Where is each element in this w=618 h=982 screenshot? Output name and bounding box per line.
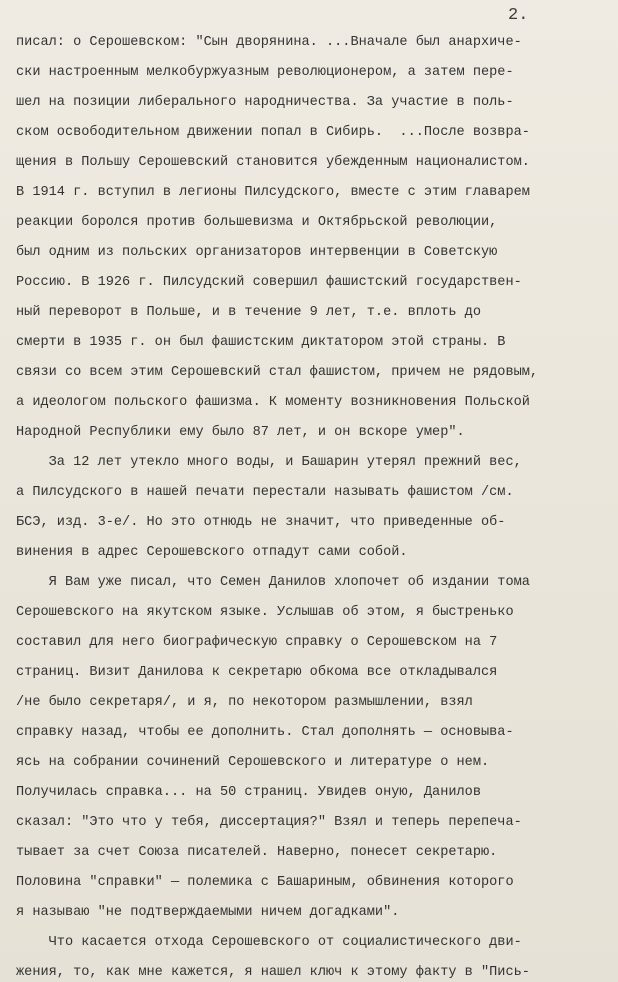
text-line: составил для него биографическую справку о Серошевском на 7 <box>16 635 498 650</box>
text-line: Серошевского на якутском языке. Услышав об этом, я быстренько <box>16 605 514 620</box>
text-line: справку назад, чтобы ее дополнить. Стал дополнять — основыва- <box>16 725 514 740</box>
text-line: а Пилсудского в нашей печати перестали называть фашистом /см. <box>16 485 514 500</box>
text-line: ный переворот в Польше, и в течение 9 лет, т.е. вплоть до <box>16 305 481 320</box>
text-line: сказал: "Это что у тебя, диссертация?" Взял и теперь перепеча- <box>16 815 522 830</box>
text-line: Половина "справки" — полемика с Башариным, обвинения которого <box>16 875 514 890</box>
text-line: В 1914 г. вступил в легионы Пилсудского, вместе с этим главарем <box>16 185 530 200</box>
text-line: писал: о Серошевском: "Сын дворянина. ...Вначале был анархиче- <box>16 35 522 50</box>
text-line: БСЭ, изд. 3-е/. Но это отнюдь не значит, что приведенные об- <box>16 515 506 530</box>
text-line: а идеологом польского фашизма. К моменту возникновения Польской <box>16 395 530 410</box>
text-line: я называю "не подтверждаемыми ничем догадками". <box>16 905 400 920</box>
text-line: Что касается отхода Серошевского от социалистического дви- <box>16 935 522 950</box>
text-line: За 12 лет утекло много воды, и Башарин утерял прежний вес, <box>16 455 522 470</box>
text-line: щения в Польшу Серошевский становится убежденным националистом. <box>16 155 530 170</box>
text-line: Народной Республики ему было 87 лет, и он вскоре умер". <box>16 425 465 440</box>
text-line: /не было секретаря/, и я, по некотором размышлении, взял <box>16 695 473 710</box>
text-line: связи со всем этим Серошевский стал фашистом, причем не рядовым, <box>16 365 539 380</box>
text-line: Получилась справка... на 50 страниц. Увидев оную, Данилов <box>16 785 481 800</box>
page-number: 2. <box>508 6 529 25</box>
text-line: винения в адрес Серошевского отпадут сами собой. <box>16 545 408 560</box>
text-line: был одним из польских организаторов интервенции в Советскую <box>16 245 498 260</box>
text-line: шел на позиции либерального народничества. За участие в поль- <box>16 95 514 110</box>
text-line: страниц. Визит Данилова к секретарю обкома все откладывался <box>16 665 498 680</box>
text-line: ясь на собрании сочинений Серошевского и литературе о нем. <box>16 755 490 770</box>
text-line: Я Вам уже писал, что Семен Данилов хлопочет об издании тома <box>16 575 530 590</box>
text-line: тывает за счет Союза писателей. Наверно, понесет секретарю. <box>16 845 498 860</box>
text-line: реакции боролся против большевизма и Октябрьской революции, <box>16 215 498 230</box>
text-line: Россию. В 1926 г. Пилсудский совершил фашистский государствен- <box>16 275 522 290</box>
text-line: смерти в 1935 г. он был фашистским диктатором этой страны. В <box>16 335 506 350</box>
text-line: ском освободительном движении попал в Сибирь. ...После возвра- <box>16 125 530 140</box>
text-line: ски настроенным мелкобуржуазным революционером, а затем пере- <box>16 65 514 80</box>
text-line: жения, то, как мне кажется, я нашел ключ к этому факту в "Пись- <box>16 965 530 980</box>
